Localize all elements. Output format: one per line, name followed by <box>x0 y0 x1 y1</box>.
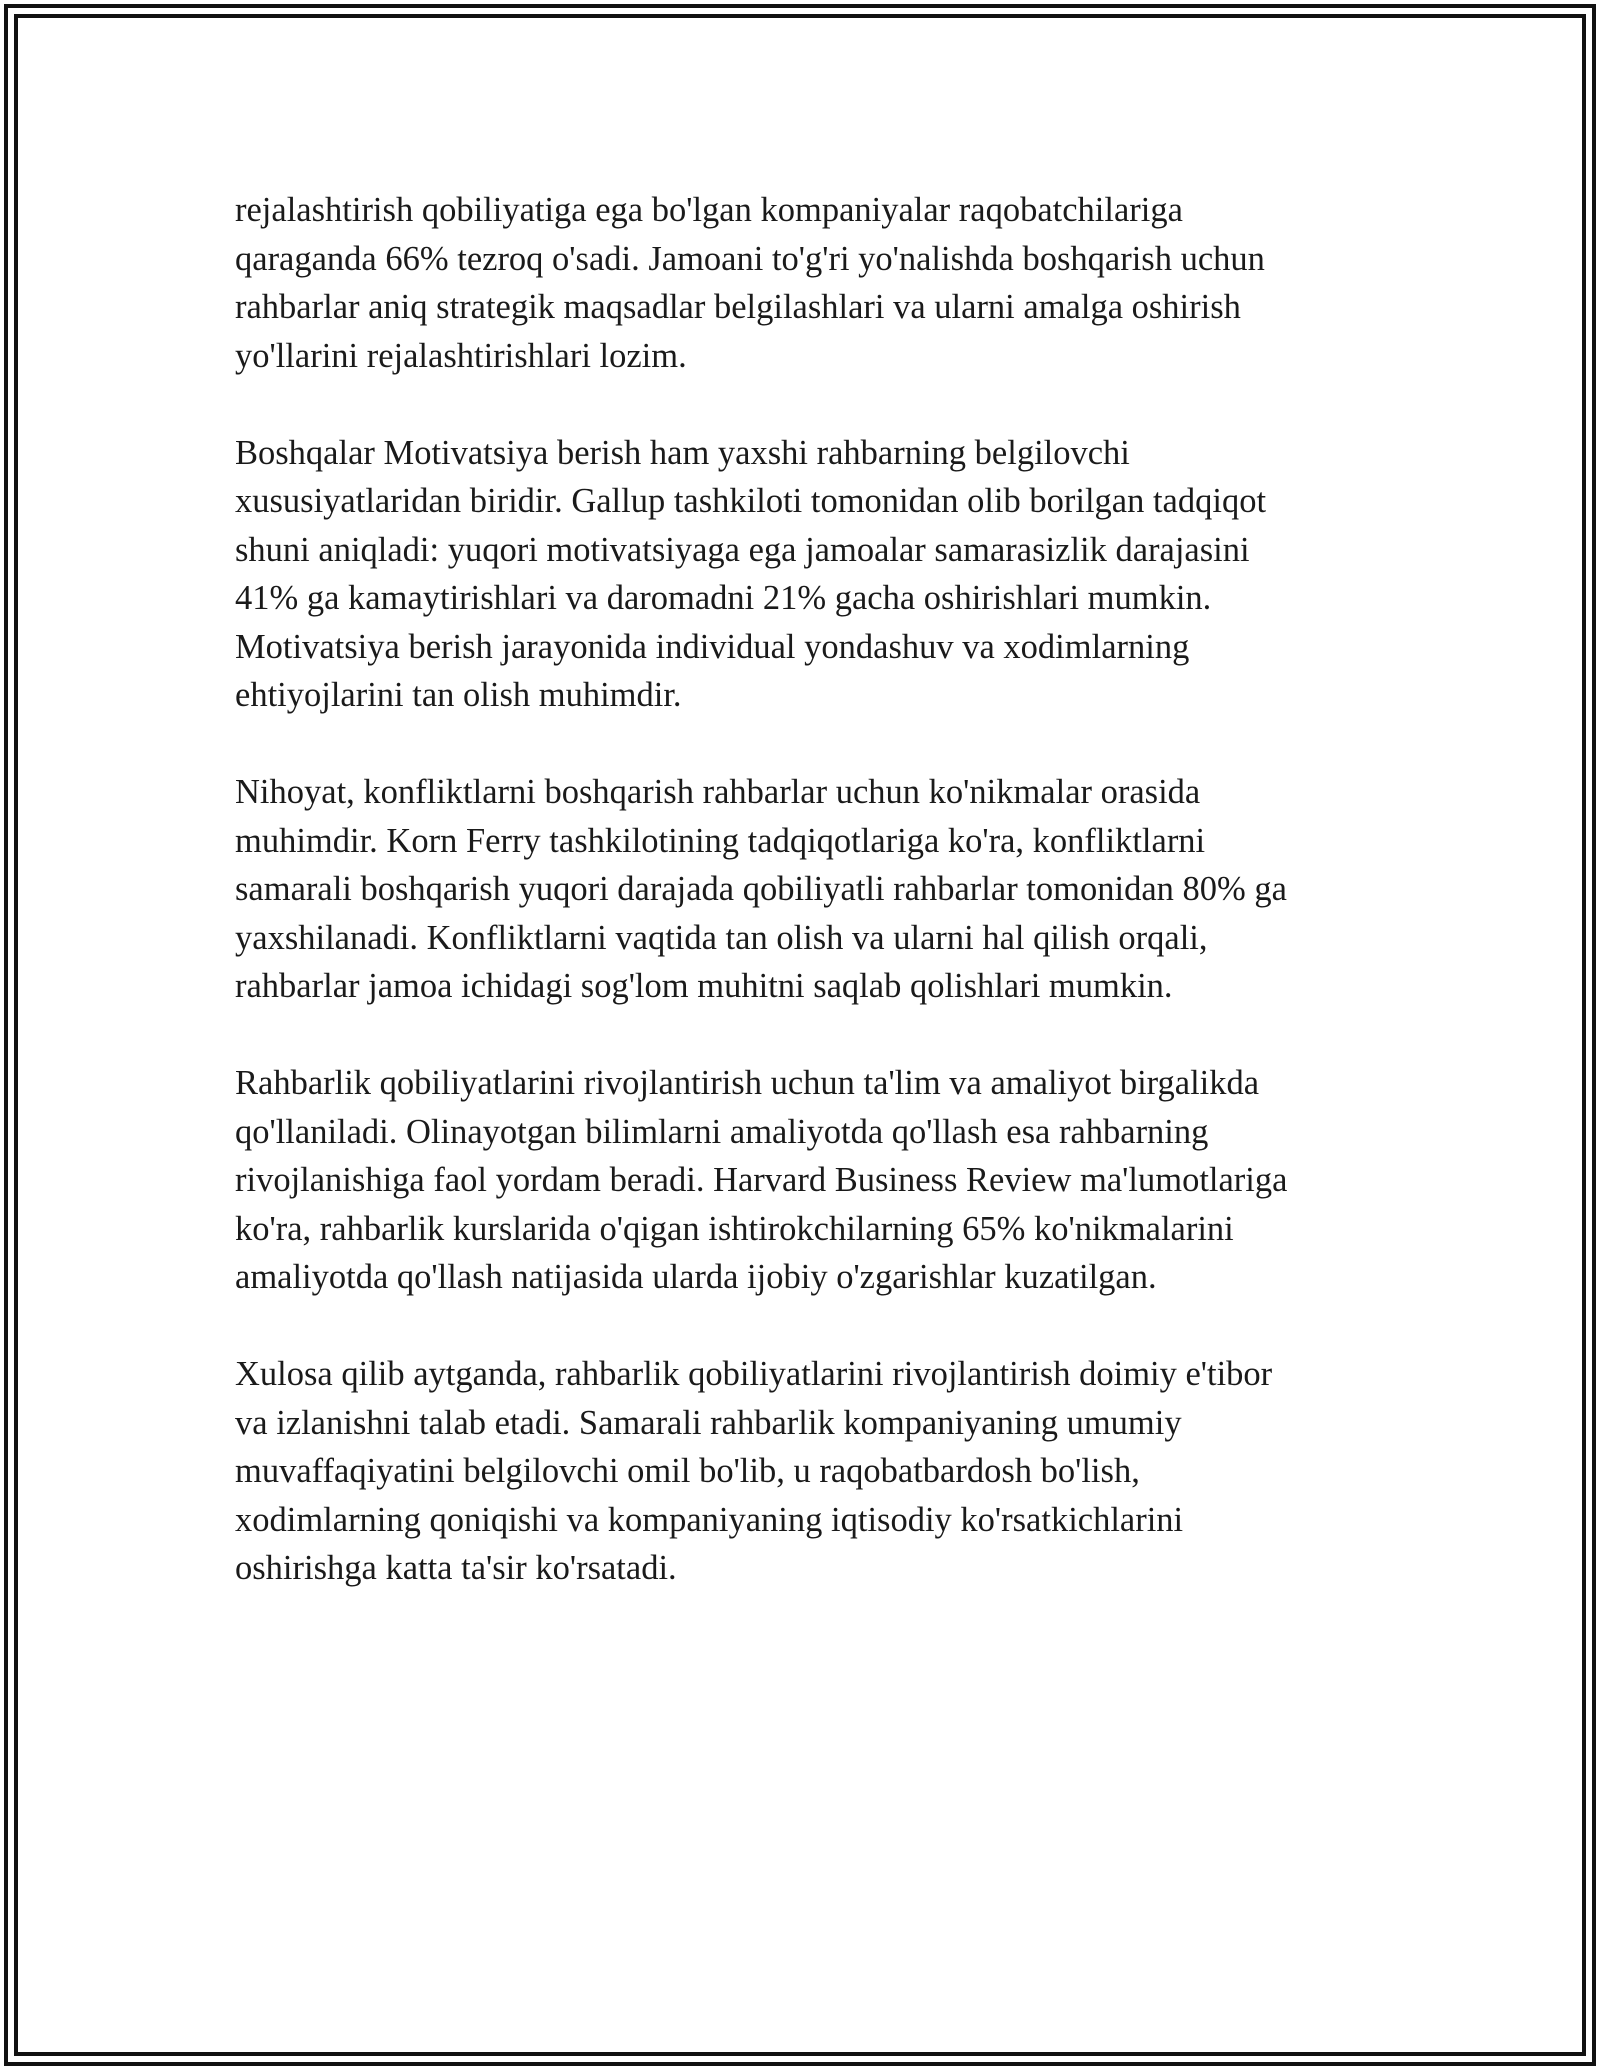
paragraph-leadership-development: Rahbarlik qobiliyatlarini rivojlantirish uchun ta'lim va amaliyot birgalikda qo'llaniladi. Olinayotgan bilimlarni amaliyotda qo'llash esa rahbarning rivojlanishiga faol yordam beradi. Harvard Business Review ma'lumotlariga ko'ra, rahbarlik kurslarida o'qigan ishtirokchilarning 65% ko'nikmalarini amaliyotda qo'llash natijasida ularda ijobiy o'zgarishlar kuzatilgan. <box>235 1064 1288 1296</box>
paragraph-conflict-management: Nihoyat, konfliktlarni boshqarish rahbarlar uchun ko'nikmalar orasida muhimdir. Korn Ferry tashkilotining tadqiqotlariga ko'ra, konfliktlarni samarali boshqarish yuqori darajada qobiliyatli rahbarlar tomonidan 80% ga yaxshilanadi. Konfliktlarni vaqtida tan olish va ularni hal qilish orqali, rahbarlar jamoa ichidagi sog'lom muhitni saqlab qolishlari mumkin. <box>235 773 1287 1005</box>
paragraph-motivation: Boshqalar Motivatsiya berish ham yaxshi rahbarning belgilovchi xususiyatlaridan biridir. Gallup tashkiloti tomonidan olib borilgan tadqiqot shuni aniqladi: yuqori motivatsiyaga ega jamoalar samarasizlik darajasini 41% ga kamaytirishlari va daromadni 21% gacha oshirishlari mumkin. Motivatsiya berish jarayonida individual yondashuv va xodimlarning ehtiyojlarini tan olish muhimdir. <box>235 433 1267 714</box>
paragraph-conclusion: Xulosa qilib aytganda, rahbarlik qobiliyatlarini rivojlantirish doimiy e'tibor va izlanishni talab etadi. Samarali rahbarlik kompaniyaning umumiy muvaffaqiyatini belgilovchi omil bo'lib, u raqobatbardosh bo'lish, xodimlarning qoniqishi va kompaniyaning iqtisodiy ko'rsatkichlarini oshirishga katta ta'sir ko'rsatadi. <box>235 1355 1273 1587</box>
paragraph-strategic-planning: rejalashtirish qobiliyatiga ega bo'lgan kompaniyalar raqobatchilariga qaraganda 66% tezroq o'sadi. Jamoani to'g'ri yo'nalishda boshqarish uchun rahbarlar aniq strategik maqsadlar belgilashlari va ularni amalga oshirish yo'llarini rejalashtirishlari lozim. <box>235 191 1265 375</box>
document-body <box>235 186 1375 1641</box>
